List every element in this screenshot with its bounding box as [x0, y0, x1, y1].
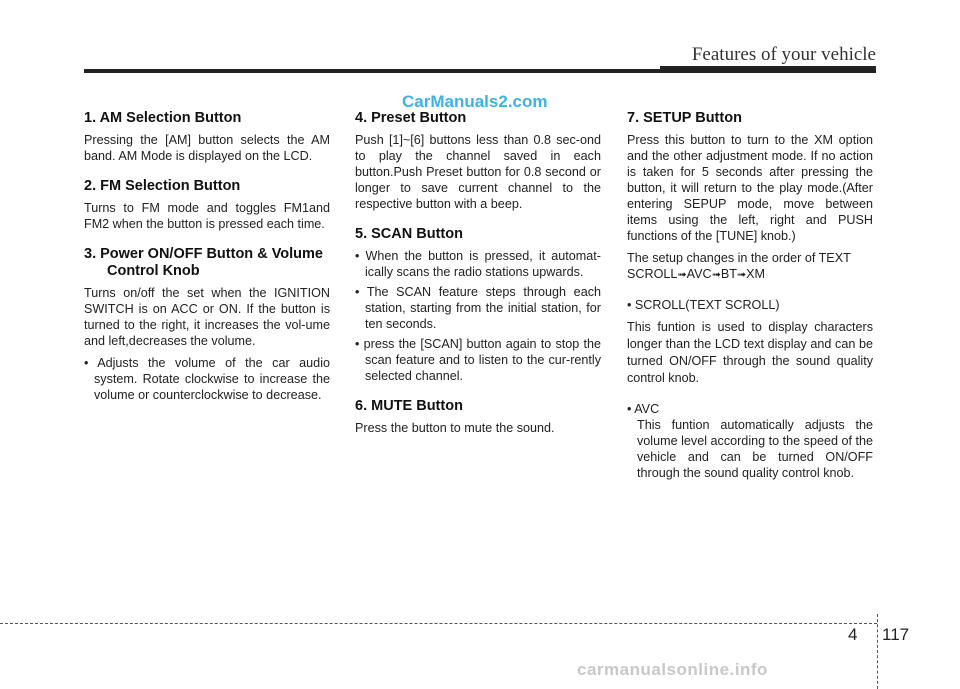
section-5-bullet-1: • When the button is pressed, it automat-ically scans the radio stations upwards. [355, 249, 601, 279]
column-3 [627, 110, 873, 481]
section-4-heading: 4. Preset Button [355, 110, 467, 126]
page-chapter: 4 [848, 625, 858, 644]
header-title: Features of your vehicle [691, 44, 876, 65]
section-3-heading [84, 246, 330, 280]
column-1 [84, 110, 330, 407]
watermark-top: CarManuals2.com [402, 92, 548, 111]
section-1-body: Pressing the [AM] button selects the AM band. AM Mode is displayed on the LCD. [84, 133, 330, 163]
section-5-bullet-2: • The SCAN feature steps through each station, starting from the initial station, for ten seconds. [355, 285, 601, 331]
setup-order-item-scroll: SCROLL [627, 267, 678, 281]
setup-order-item-xm: XM [746, 267, 766, 281]
watermark-bottom: carmanualsonline.info [577, 660, 768, 679]
section-3-heading-line2: Control Knob [107, 263, 200, 279]
section-2-body: Turns to FM mode and toggles FM1and FM2 when the button is pressed each time. [84, 201, 330, 231]
section-5-bullet-3: • press the [SCAN] button again to stop the scan feature and to listen to the cur-rently selected channel. [355, 337, 601, 383]
avc-body: This funtion automatically adjusts the volume level according to the speed of the vehicle and can be turned ON/OFF through the sound quality control knob. [637, 418, 873, 480]
section-1-heading: 1. AM Selection Button [84, 110, 242, 126]
column-2 [355, 110, 601, 450]
arrow-right-icon: ➟ [736, 269, 747, 281]
footer-rule [0, 623, 877, 624]
page-number: 117 [882, 625, 910, 644]
section-5-heading: 5. SCAN Button [355, 226, 463, 242]
setup-order-item-bt: BT [720, 267, 737, 281]
section-3-bullet: • Adjusts the volume of the car audio system. Rotate clockwise to increase the volume or counterclockwise to decrease. [84, 356, 330, 402]
section-7-heading: 7. SETUP Button [627, 110, 742, 126]
scroll-bullet: • SCROLL(TEXT SCROLL) [627, 298, 780, 312]
section-7-body: Press this button to turn to the XM option and the other adjustment mode. If no action is taken for 5 seconds after pressing the button, it will return to the play mode.(After entering SEPUP mode, move between items using the left, right and PUSH functions of the [TUNE] knob.) [627, 133, 873, 243]
arrow-right-icon: ➟ [677, 269, 687, 281]
header-rule-thick [660, 66, 876, 73]
section-4-body: Push [1]~[6] buttons less than 0.8 sec-ond to play the channel saved in each button.Push Preset button for 0.8 second or longer to save current channel to the respective button with a beep. [355, 133, 601, 211]
setup-order [627, 250, 873, 283]
section-3-body: Turns on/off the set when the IGNITION SWITCH is on ACC or ON. If the button is turned to the right, it increases the vol-ume and left,decreases the volume. [84, 286, 330, 348]
section-6-heading: 6. MUTE Button [355, 398, 463, 414]
footer-divider [877, 614, 878, 689]
section-2-heading: 2. FM Selection Button [84, 178, 241, 194]
scroll-body: This funtion is used to display characters longer than the LCD text display and can be turned ON/OFF through the sound quality control knob. [627, 320, 873, 385]
section-3-heading-line1: 3. Power ON/OFF Button & Volume [84, 246, 323, 262]
section-6-body: Press the button to mute the sound. [355, 421, 555, 435]
setup-order-item-avc: AVC [686, 267, 712, 281]
arrow-right-icon: ➟ [711, 269, 721, 281]
setup-order-intro: The setup changes in the order of TEXT [627, 251, 851, 265]
header-rule [84, 69, 660, 73]
avc-bullet: • AVC [627, 402, 660, 416]
